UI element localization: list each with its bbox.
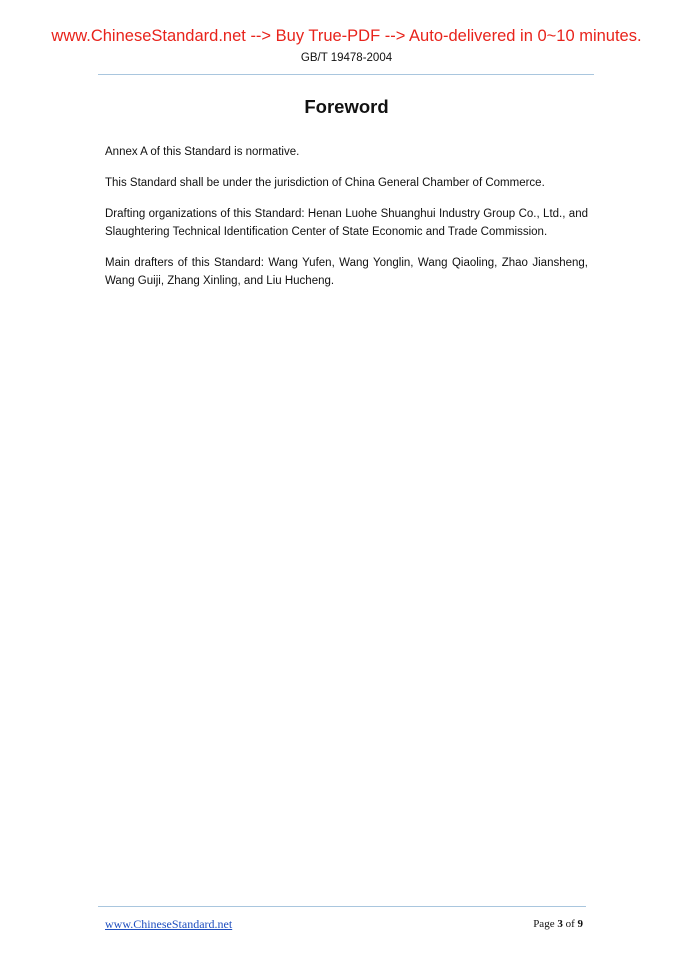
promo-banner-link[interactable]: www.ChineseStandard.net --> Buy True-PDF --> Auto-delivered in 0~10 minutes. [51, 27, 642, 45]
paragraph-main-drafters: Main drafters of this Standard: Wang Yufen, Wang Yonglin, Wang Qiaoling, Zhao Jiansheng, Wang Guiji, Zhang Xinling, and Liu Hucheng. [105, 257, 588, 287]
paragraph-jurisdiction: This Standard shall be under the jurisdiction of China General Chamber of Commerce. [105, 177, 545, 189]
paragraph-drafting-organizations: Drafting organizations of this Standard: Henan Luohe Shuanghui Industry Group Co., Ltd., and Slaughtering Technical Identification Center of State Economic and Trade Commission. [105, 208, 588, 238]
document-number: GB/T 19478-2004 [300, 52, 393, 64]
page-current: 3 [557, 918, 563, 930]
foreword-body [105, 143, 588, 303]
page-indicator [533, 918, 583, 930]
page-separator: of [562, 918, 578, 930]
footer-divider [98, 906, 586, 907]
page-title: Foreword [304, 96, 389, 117]
page-total: 9 [577, 918, 583, 930]
header-divider [98, 74, 594, 75]
footer-website-link[interactable]: www.ChineseStandard.net [105, 917, 233, 931]
page-prefix: Page [533, 918, 558, 930]
paragraph-annex: Annex A of this Standard is normative. [105, 146, 300, 158]
